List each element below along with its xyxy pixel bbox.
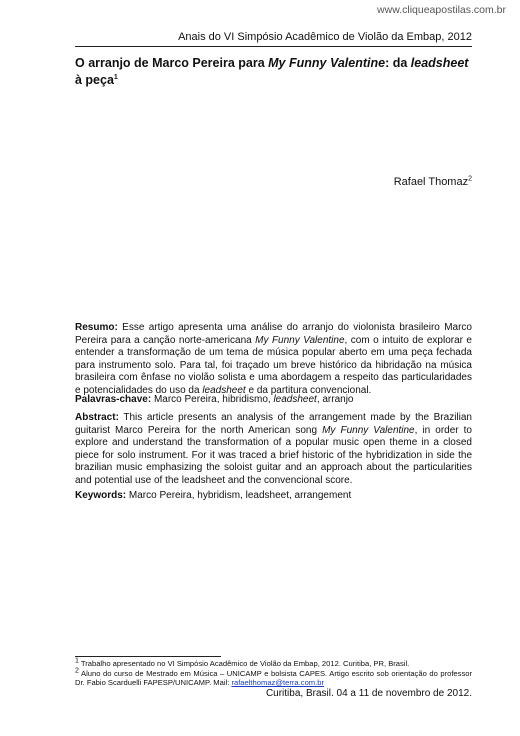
footnote-1-mark: 1	[75, 657, 79, 665]
resumo-italic2: leadsheet	[202, 384, 246, 396]
resumo	[75, 322, 472, 397]
watermark: www.cliqueapostilas.com.br	[377, 4, 506, 16]
running-header: Anais do VI Simpósio Acadêmico de Violão da Embap, 2012	[75, 31, 472, 47]
keywords	[75, 490, 472, 503]
abstract-text2: , in order to explore and understand the transformation of a popular music open theme in a closed piece for solo instrument. For it was traced a brief historic of the hybridization in side the brazilian music emphasizing the soloist guitar and an approach about the particularities and potential use of the leadsheet and the convencional score.	[75, 424, 472, 486]
footnote-1	[75, 659, 472, 669]
abstract-italic: My Funny Valentine	[322, 424, 415, 436]
palavras-chave-label: Palavras-chave:	[75, 394, 152, 405]
resumo-italic1: My Funny Valentine	[255, 334, 345, 346]
resumo-text3: e da partitura convencional.	[245, 384, 372, 396]
paper-title	[75, 55, 472, 89]
palavras-chave-text1: Marco Pereira, hibridismo,	[151, 394, 274, 405]
page-footer: Curitiba, Brasil. 04 a 11 de novembro de 2012.	[265, 688, 472, 699]
title-part3: à peça	[75, 73, 114, 87]
author-footnote-mark: 2	[468, 175, 472, 183]
abstract-label: Abstract:	[75, 412, 119, 423]
keywords-text: Marco Pereira, hybridism, leadsheet, arrangement	[126, 490, 352, 501]
footnotes	[75, 659, 472, 688]
author	[394, 176, 472, 188]
title-italic2: leadsheet	[410, 56, 469, 70]
title-italic1: My Funny Valentine	[268, 56, 386, 70]
palavras-chave	[75, 394, 472, 407]
author-email-link[interactable]: rafaelthomaz@terra.com.br	[231, 678, 324, 687]
abstract-text1: This article presents an analysis of the arrangement made by the Brazilian guitarist Marco Pereira for the north American song	[75, 412, 472, 436]
title-footnote-mark: 1	[113, 73, 118, 81]
resumo-text1: Esse artigo apresenta uma análise do arranjo do violonista brasileiro Marco Pereira para a canção norte-americana	[75, 322, 472, 346]
title-part1: O arranjo de Marco Pereira para	[75, 56, 269, 70]
footnote-2-mark: 2	[75, 666, 79, 674]
title-part2: : da	[385, 56, 411, 70]
resumo-text2: , com o intuito de explorar e entender a transformação de um tema de música popular aberto em uma peça fechada para instrumento solo. Para tal, foi traçado um breve histórico da hibridação na música brasileira com ênfase no violão solista e uma abordagem a respeito das particularidades e potencialidades do uso da	[75, 334, 472, 396]
footnote-2-text: Aluno do curso de Mestrado em Música – UNICAMP e bolsista CAPES. Artigo escrito sob orientação do professor Dr. Fabio Scarduelli FAPESP/UNICAMP. Mail:	[75, 668, 472, 687]
palavras-chave-italic: leadsheet	[273, 394, 317, 405]
resumo-label: Resumo:	[75, 322, 118, 333]
footnote-1-text: Trabalho apresentado no VI Simpósio Acadêmico de Violão da Embap, 2012. Curitiba, PR, Brasil.	[78, 659, 410, 668]
author-name: Rafael Thomaz	[393, 176, 469, 188]
abstract	[75, 412, 472, 487]
keywords-label: Keywords:	[75, 490, 127, 501]
footnote-divider	[75, 656, 221, 657]
palavras-chave-text2: , arranjo	[316, 394, 354, 405]
footnote-2	[75, 666, 472, 688]
